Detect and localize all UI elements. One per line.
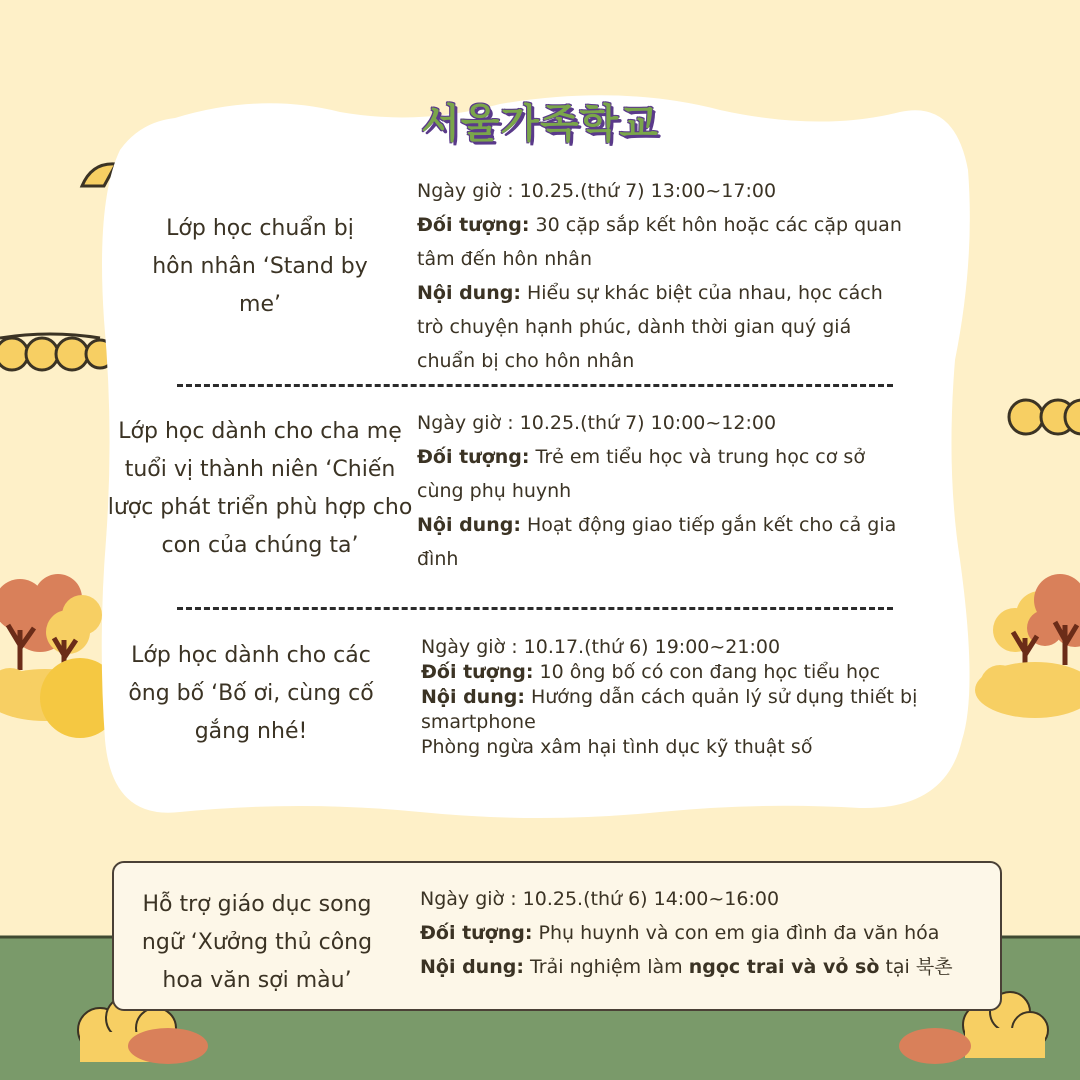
program-1-name: Lớp học chuẩn bị hôn nhân ‘Stand by me’ [152, 216, 368, 317]
program-3-info [421, 635, 931, 760]
program-4-content: Nội dung: Trải nghiệm làm ngọc trai và vỏ sò tại 북촌 [420, 956, 953, 978]
program-4-target: Đối tượng: Phụ huynh và con em gia đình đa văn hóa [420, 922, 940, 944]
cloud-left [0, 338, 114, 370]
program-3-content-extra: Phòng ngừa xâm hại tình dục kỹ thuật số [421, 736, 813, 758]
program-1-date: Ngày giờ : 10.25.(thứ 7) 13:00~17:00 [417, 180, 777, 202]
trees-right [975, 574, 1080, 718]
cloud-right [1009, 400, 1080, 434]
program-4-info [420, 882, 980, 984]
program-2-date: Ngày giờ : 10.25.(thứ 7) 10:00~12:00 [417, 412, 777, 434]
divider-1 [177, 384, 893, 387]
program-2-info [417, 406, 907, 576]
program-4-name: Hỗ trợ giáo dục song ngữ ‘Xưởng thủ công hoa văn sợi màu’ [141, 892, 373, 993]
program-2-target: Đối tượng: Trẻ em tiểu học và trung học cơ sở cùng phụ huynh [417, 446, 865, 502]
program-3-content: Nội dung: Hướng dẫn cách quản lý sử dụng thiết bị smartphone [421, 686, 918, 733]
program-1-content: Nội dung: Hiểu sự khác biệt của nhau, học cách trò chuyện hạnh phúc, dành thời gian quý giá chuẩn bị cho hôn nhân [417, 282, 883, 372]
program-3-target: Đối tượng: 10 ông bố có con đang học tiểu học [421, 661, 881, 683]
program-3-date: Ngày giờ : 10.17.(thứ 6) 19:00~21:00 [421, 636, 781, 658]
divider-2 [177, 607, 893, 610]
program-2-content: Nội dung: Hoạt động giao tiếp gắn kết cho cả gia đình [417, 514, 897, 570]
program-1-info [417, 174, 912, 378]
program-2-name: Lớp học dành cho cha mẹ tuổi vị thành niên ‘Chiến lược phát triển phù hợp cho con của chúng ta’ [107, 419, 413, 558]
page-title: 서울가족학교 [421, 101, 659, 147]
program-3-name: Lớp học dành cho các ông bố ‘Bố ơi, cùng cố gắng nhé! [128, 643, 374, 744]
program-4-date: Ngày giờ : 10.25.(thứ 6) 14:00~16:00 [420, 888, 780, 910]
program-1-target: Đối tượng: 30 cặp sắp kết hôn hoặc các cặp quan tâm đến hôn nhân [417, 214, 902, 270]
